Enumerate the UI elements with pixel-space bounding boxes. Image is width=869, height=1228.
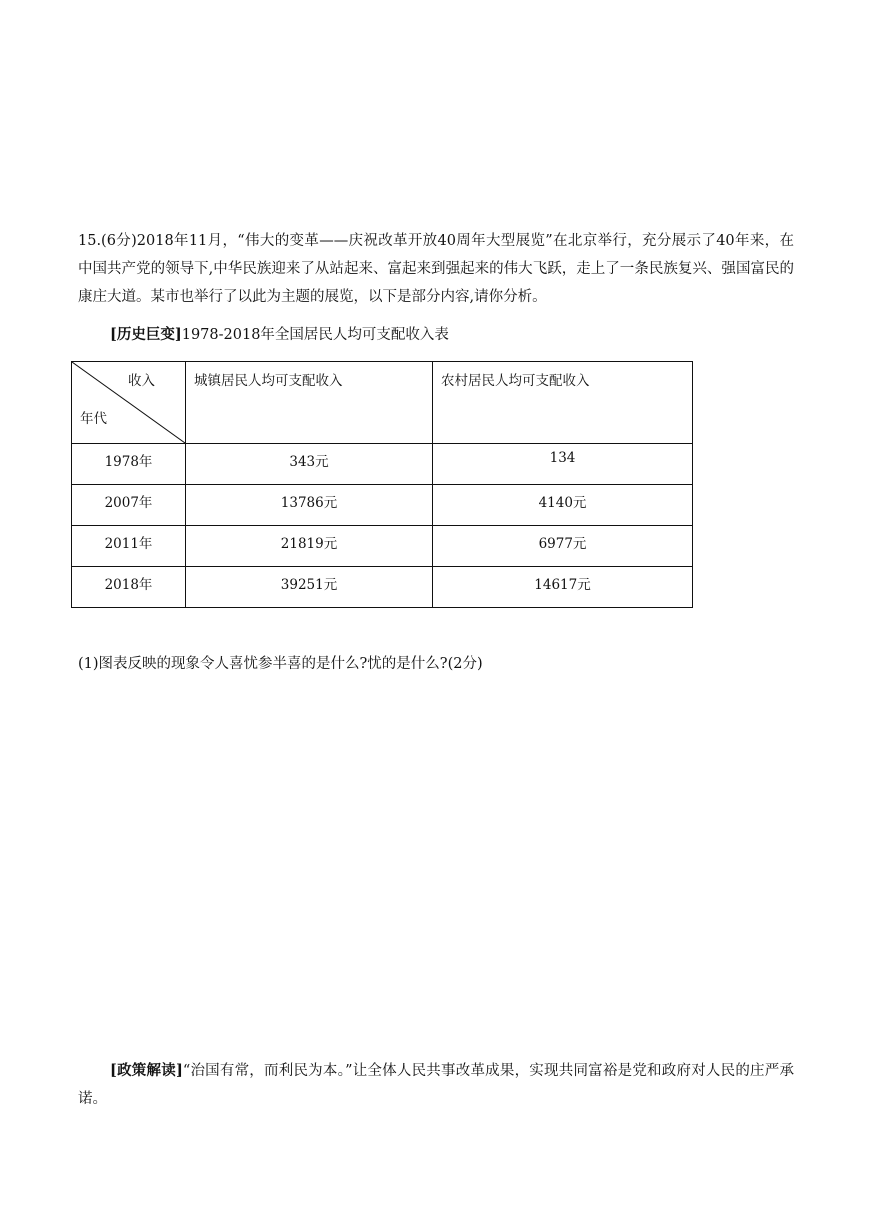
policy-text: “治国有常，而利民为本。”让全体人民共事改革成果，实现共同富裕是党和政府对人民的庄严承诺。	[78, 1063, 794, 1107]
table-caption	[110, 321, 449, 349]
cell-urban: 343元	[186, 444, 433, 485]
cell-urban: 39251元	[186, 567, 433, 608]
question-intro: 15.(6分)2018年11月，“伟大的变革——庆祝改革开放40周年大型展览”在北京举行，充分展示了40年来，在中国共产党的领导下,中华民族迎来了从站起来、富起来到强起来的伟大飞跃，走上了一条民族复兴、强国富民的康庄大道。某市也举行了以此为主题的展览，以下是部分内容,请你分析。	[78, 233, 794, 305]
diagonal-header-cell	[72, 362, 186, 444]
cell-year: 2007年	[72, 485, 186, 526]
section-tag-history: [历史巨变]	[110, 326, 182, 343]
table-row	[72, 567, 693, 608]
cell-year: 2011年	[72, 526, 186, 567]
cell-rural: 134	[433, 444, 693, 485]
cell-urban: 13786元	[186, 485, 433, 526]
income-table	[71, 361, 693, 608]
cell-rural: 6977元	[433, 526, 693, 567]
table-row	[72, 485, 693, 526]
diag-label-year: 年代	[80, 411, 107, 427]
cell-year: 1978年	[72, 444, 186, 485]
cell-urban: 21819元	[186, 526, 433, 567]
section-tag-policy: [政策解读]	[110, 1062, 183, 1079]
table-row	[72, 526, 693, 567]
caption-text: 1978-2018年全国居民人均可支配收入表	[181, 327, 449, 343]
policy-paragraph	[78, 1057, 794, 1113]
subquestion-1: (1)图表反映的现象令人喜忧参半喜的是什么?忧的是什么?(2分)	[78, 656, 483, 672]
table-header-row	[72, 362, 693, 444]
cell-rural: 14617元	[433, 567, 693, 608]
cell-year: 2018年	[72, 567, 186, 608]
diag-label-income: 收入	[128, 373, 155, 389]
table-row	[72, 444, 693, 485]
cell-rural: 4140元	[433, 485, 693, 526]
column-header-rural: 农村居民人均可支配收入	[433, 362, 693, 444]
column-header-urban: 城镇居民人均可支配收入	[186, 362, 433, 444]
